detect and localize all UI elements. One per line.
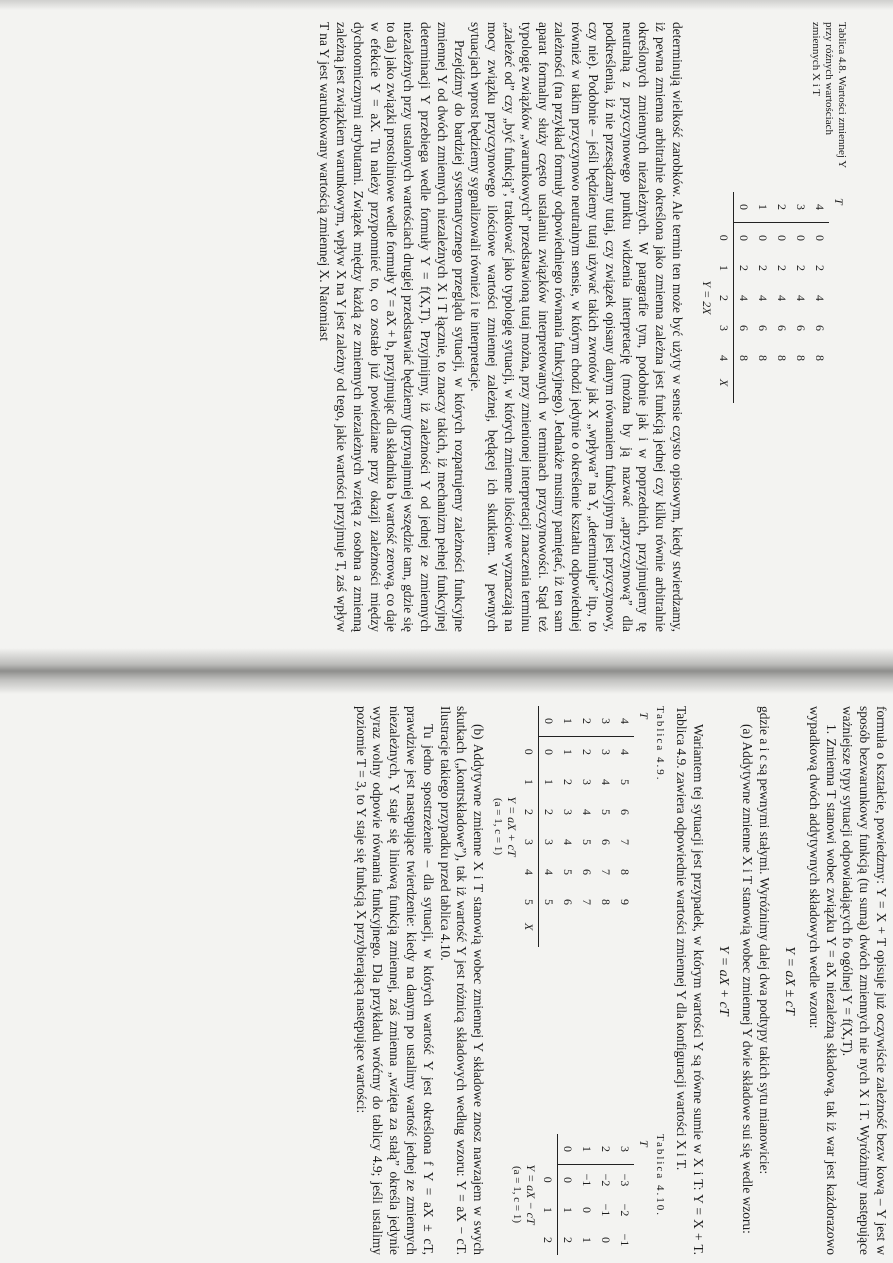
table-cell: 2 [538, 1225, 558, 1255]
table-cell: 4 [775, 295, 789, 301]
table-row [596, 1134, 615, 1255]
table-cell: 6 [599, 839, 614, 845]
table-cell: 4 [615, 737, 634, 768]
table-cell: 5 [561, 869, 576, 875]
table-row [539, 706, 559, 947]
table-cell: 4 [519, 857, 539, 887]
table-cell: 2 [519, 797, 539, 827]
table-cell: 0 [538, 1165, 558, 1196]
table-cell: 6 [756, 325, 770, 331]
lower-page [4, 698, 893, 1263]
table-cell: 4 [714, 343, 734, 373]
table-row [615, 706, 634, 947]
table-cell: 4 [756, 295, 770, 301]
equation-y-ax-plus-ct: Y = aX + cT [715, 945, 731, 1016]
table-cell: −1 [599, 1203, 614, 1217]
paragraph: formuła o kształcie, powiedzmy: Y = X + T opisuje już oczywiście zależność bezw kową – Y jest w sposób bezwarunkowy funkcją (tu sumą) dwóch zmiennych nie nych X i T. Wyróżnimy następujące ważniejsze typy sytuacji odpowiadających fo ogólnej Y = f(X,T). [840, 706, 889, 1255]
lower-page-body-top [672, 706, 889, 1255]
table-cell: 5 [542, 899, 557, 905]
table-row [753, 192, 772, 403]
table-row [772, 192, 791, 403]
table-cell: 3 [618, 1146, 633, 1152]
table-row-label: T [832, 198, 846, 205]
table-cell: 1 [519, 767, 539, 797]
table-cell: 0 [772, 223, 791, 254]
table-cell: 6 [618, 809, 633, 815]
equation-y-ax-pm-ct: Y = aX ± cT [782, 946, 798, 1015]
table-cell: 0 [539, 737, 559, 768]
table-4-10-subformula: (a = 1, c = 1) [511, 1166, 524, 1223]
table-cell: 1 [542, 779, 557, 785]
table-cell: 4 [618, 718, 633, 724]
table-cell: 1 [580, 1237, 595, 1243]
table-cell: 5 [519, 887, 539, 917]
book-gutter-shadow [0, 648, 893, 694]
table-cell: 5 [599, 809, 614, 815]
table-cell: 1 [538, 1195, 558, 1225]
table-cell: 2 [561, 1237, 576, 1243]
table-cell: 0 [580, 1207, 595, 1213]
table-row-label: T [637, 1140, 652, 1147]
table-cell: 6 [813, 325, 827, 331]
table-cell: 2 [756, 265, 770, 271]
table-x-axis-row [714, 192, 734, 403]
paragraph: (a) Addytywne zmienne X i T stanowią wobec zmiennej Y dwie składowe sui się wedle wzoru: [740, 724, 756, 1234]
table-4-8-grid [714, 192, 848, 403]
table-cell: 2 [775, 265, 789, 271]
table-cell: 8 [737, 355, 751, 361]
table-cell: 0 [753, 223, 772, 254]
table-cell: 0 [519, 737, 539, 768]
table-cell: 2 [714, 283, 734, 313]
table-row [810, 192, 829, 403]
table-cell: 8 [756, 355, 770, 361]
table-row [734, 192, 754, 403]
table-cell: 8 [813, 355, 827, 361]
table-cell: 4 [580, 809, 595, 815]
table-x-axis-row [538, 1134, 558, 1255]
table-row [615, 1134, 634, 1255]
table-cell: 7 [580, 899, 595, 905]
table-row [558, 706, 577, 947]
table-cell: 1 [714, 253, 734, 283]
lower-page-rotated-frame [4, 698, 893, 1263]
tables-row [492, 706, 666, 1255]
table-cell: 1 [561, 718, 576, 724]
table-cell: 8 [599, 899, 614, 905]
upper-page [4, 12, 860, 644]
table-cell: 7 [599, 869, 614, 875]
table-cell: 2 [794, 265, 808, 271]
table-cell: 0 [810, 223, 829, 254]
table-4-9 [492, 706, 666, 947]
table-cell: 3 [542, 839, 557, 845]
table-4-10-caption: Tablica 4.10. [654, 1134, 667, 1217]
table-cell: 3 [596, 737, 615, 768]
table-cell: 8 [618, 869, 633, 875]
table-4-9-formula: Y = aX + cT [505, 796, 520, 857]
table-row-label: T [637, 712, 652, 719]
table-cell: 5 [580, 839, 595, 845]
paragraph: Tu jedno spostrzeżenie – dla sytuacji, w których wartość Y jest określona f Y = aX ± cT, prawdziwe jest następujące twierdzenie: kiedy na danym po ustalimy wartość jednej ze zmiennych niezależnych, Y staje się liniową funkcją zmiennej, zaś zmienna „wzięta za stałą” określa jedynie wyraz wolny odpowie równania funkcyjnego. Dla przykładu wróćmy do tablicy 4.9; jeśli ustalimy poziomie T = 3, to Y staje się funkcją X przybierającą następujące wartości: [353, 706, 436, 1255]
table-cell: 4 [813, 295, 827, 301]
table-cell: 3 [561, 809, 576, 815]
table-4-9-subformula: (a = 1, c = 1) [492, 798, 505, 855]
table-row [577, 706, 596, 947]
table-row [577, 1134, 596, 1255]
paragraph: gdzie a i c są pewnymi stałymi. Wyróżnimy dalej dwa podtypy takich sytu mianowicie: [757, 706, 773, 1175]
table-4-10-formula: Y = aX − cT [524, 1164, 539, 1225]
table-4-8 [699, 192, 848, 403]
table-cell: 3 [794, 204, 808, 210]
table-cell: 2 [775, 204, 789, 210]
table-cell: 4 [561, 839, 576, 845]
table-cell: 4 [737, 295, 751, 301]
top-edge-shadow [0, 0, 893, 10]
table-4-9-grid [519, 706, 653, 947]
table-cell: 0 [734, 223, 754, 254]
table-cell: 6 [580, 869, 595, 875]
table-cell: −3 [615, 1165, 634, 1196]
paragraph: Wariantem tej sytuacji jest przypadek, w którym wartości Y są równe sumie w X i T: Y = X + T. Tablica 4.9. zawiera odpowiednie wartości zmiennej Y dla konfiguracji wartości X i T. [674, 706, 706, 1255]
table-cell: 1 [756, 204, 770, 210]
table-cell: 6 [737, 325, 751, 331]
table-row [791, 192, 810, 403]
table-cell: 6 [561, 899, 576, 905]
table-cell: 2 [737, 265, 751, 271]
table-cell: 2 [561, 779, 576, 785]
table-cell: 2 [599, 1146, 614, 1152]
table-cell: 7 [618, 839, 633, 845]
table-cell: 2 [542, 809, 557, 815]
table-cell: 0 [791, 223, 810, 254]
table-cell: 2 [580, 718, 595, 724]
table-cell: 0 [737, 204, 751, 210]
table-x-label: X [714, 373, 734, 403]
table-cell: 3 [599, 718, 614, 724]
table-cell: 4 [542, 869, 557, 875]
table-cell: 4 [813, 204, 827, 210]
table-cell: 6 [775, 325, 789, 331]
table-cell: 2 [577, 737, 596, 768]
table-cell: 0 [558, 1165, 578, 1196]
table-4-8-formula: Y = 2X [700, 280, 714, 315]
table-4-8-block [699, 22, 848, 632]
table-4-10 [511, 1134, 666, 1255]
upper-page-rotated-frame [4, 12, 856, 642]
table-cell: 0 [561, 1146, 576, 1152]
upper-page-content [315, 12, 856, 642]
table-cell: 3 [580, 779, 595, 785]
table-cell: 1 [580, 1146, 595, 1152]
table-cell: 8 [794, 355, 808, 361]
table-cell: 3 [519, 827, 539, 857]
table-cell: 4 [794, 295, 808, 301]
lower-page-content [352, 698, 893, 1263]
table-cell: 9 [618, 899, 633, 905]
table-cell: 4 [599, 779, 614, 785]
paragraph: 1. Zmienna T stanowi wobec związku Y = aX niezależną składową, tak iż war jest każdorazowo wypadkową dwóch addytywnych składowych wedle wzoru: [806, 706, 839, 1255]
table-cell: 3 [714, 313, 734, 343]
table-4-9-caption: Tablica 4.9. [654, 706, 667, 782]
table-cell: 1 [558, 737, 577, 768]
table-4-10-grid [538, 1134, 653, 1255]
table-cell: 6 [794, 325, 808, 331]
paragraph: determinują wielkość zarobków. Ale termin ten może być użyty w sensie czysto opisowym, kiedy stwierdzamy, iż pewna zmienna arbitralnie określona jako zmienna zależna jest funkcją jednej czy kilku równie arbitralnie określonych zmiennych niezależnych. W paragrafie tym, podobnie jak i w poprzednich, przyjmujemy tę neutralną z przyczynowego punktu widzenia interpretację (można by ją nazwać „aprzyczynową” dla podkreślenia, iż nie przesądzamy tutaj, czy związek opisany danym równaniem funkcyjnym jest przyczynowy, czy nie). Podobnie – jeśli będziemy tutaj używać takich zwrotów jak X „wpływa” na Y, „determinuje” itp., to również w takim przyczynowo neutralnym sensie, w którym chodzi jedynie o określenie kształtu odpowiedniej zależności (na przykład formuły odpowiedniego równania funkcyjnego). Jednakże musimy pamiętać, iż ten sam aparat formalny służy często ustalaniu związków interpretowanych w terminach przyczynowości. Stąd też typologię związków „warunkowych” przedstawioną tutaj można, przy zmienionej interpretacji znaczenia terminu „zależeć od” czy „być funkcją”, traktować jako typologię sytuacji, w których zmienne ilościowe wyznaczają na mocy związku przyczynowego ilościowe wartości zmiennej zależnej, będącej ich skutkiem. W pewnych sytuacjach wprost będziemy sygnalizowali również i te interpretacje. [468, 22, 685, 632]
table-x-label: X [519, 917, 539, 947]
upper-page-body [315, 22, 685, 632]
table-row [558, 1134, 578, 1255]
table-cell: −1 [618, 1233, 633, 1247]
table-cell: 8 [775, 355, 789, 361]
table-4-8-caption: Tablica 4.8. Wartości zmiennej Y przy różnych wartościach zmiennych X i T [810, 22, 848, 168]
table-cell: −1 [577, 1165, 596, 1196]
table-x-axis-row [519, 706, 539, 947]
table-cell: 0 [714, 223, 734, 254]
table-cell: 0 [542, 718, 557, 724]
table-cell: −2 [618, 1203, 633, 1217]
paragraph: Przejdźmy do bardziej systematycznego przeglądu sytuacji, w których rozpatrujemy zależności funkcyjne zmiennej Y od dwóch zmiennych niezależnych X i T łącznie, to znaczy takich, iż mechanizm pełnej funkcyjnej determinacji Y przebiega wedle formuły Y = f(X,T). Przyjmijmy, iż zależności Y od jednej ze zmiennych niezależnych przy ustalonych wartościach drugiej przedstawiać będziemy (przynajmniej wszędzie tam, gdzie się to da) jako związki prostoliniowe wedle formuły Y = aX + b, przyjmując dla składnika b wartość zerową, co daje w efekcie Y = aX. Tu należy przypomnieć to, co zostało już powiedziane przy okazji zależności między dychotomicznymi atrybutami. Związek między każdą ze zmiennych niezależnych wziętą z osobna a zmienną zależną jest związkiem warunkowym, wpływ X na Y jest zależny od tego, jakie wartości przyjmuje T, zaś wpływ T na Y jest warunkowany wartością zmiennej X. Natomiast [317, 22, 467, 632]
table-cell: 5 [618, 779, 633, 785]
paragraph: (b) Addytywne zmienne X i T stanowią wobec zmiennej Y składowe znosz nawzajem w swych skutkach („kontrskładowe”), tak iż wartość Y jest różnicą składowych według wzoru: Y = aX − cT. Ilustracje takiego przypadku przed tablica 4.10. [437, 706, 487, 1255]
lower-page-body-bottom [352, 706, 486, 1255]
table-cell: 1 [561, 1207, 576, 1213]
table-cell: 0 [599, 1237, 614, 1243]
table-cell: 2 [813, 265, 827, 271]
table-row [596, 706, 615, 947]
table-cell: −2 [596, 1165, 615, 1196]
